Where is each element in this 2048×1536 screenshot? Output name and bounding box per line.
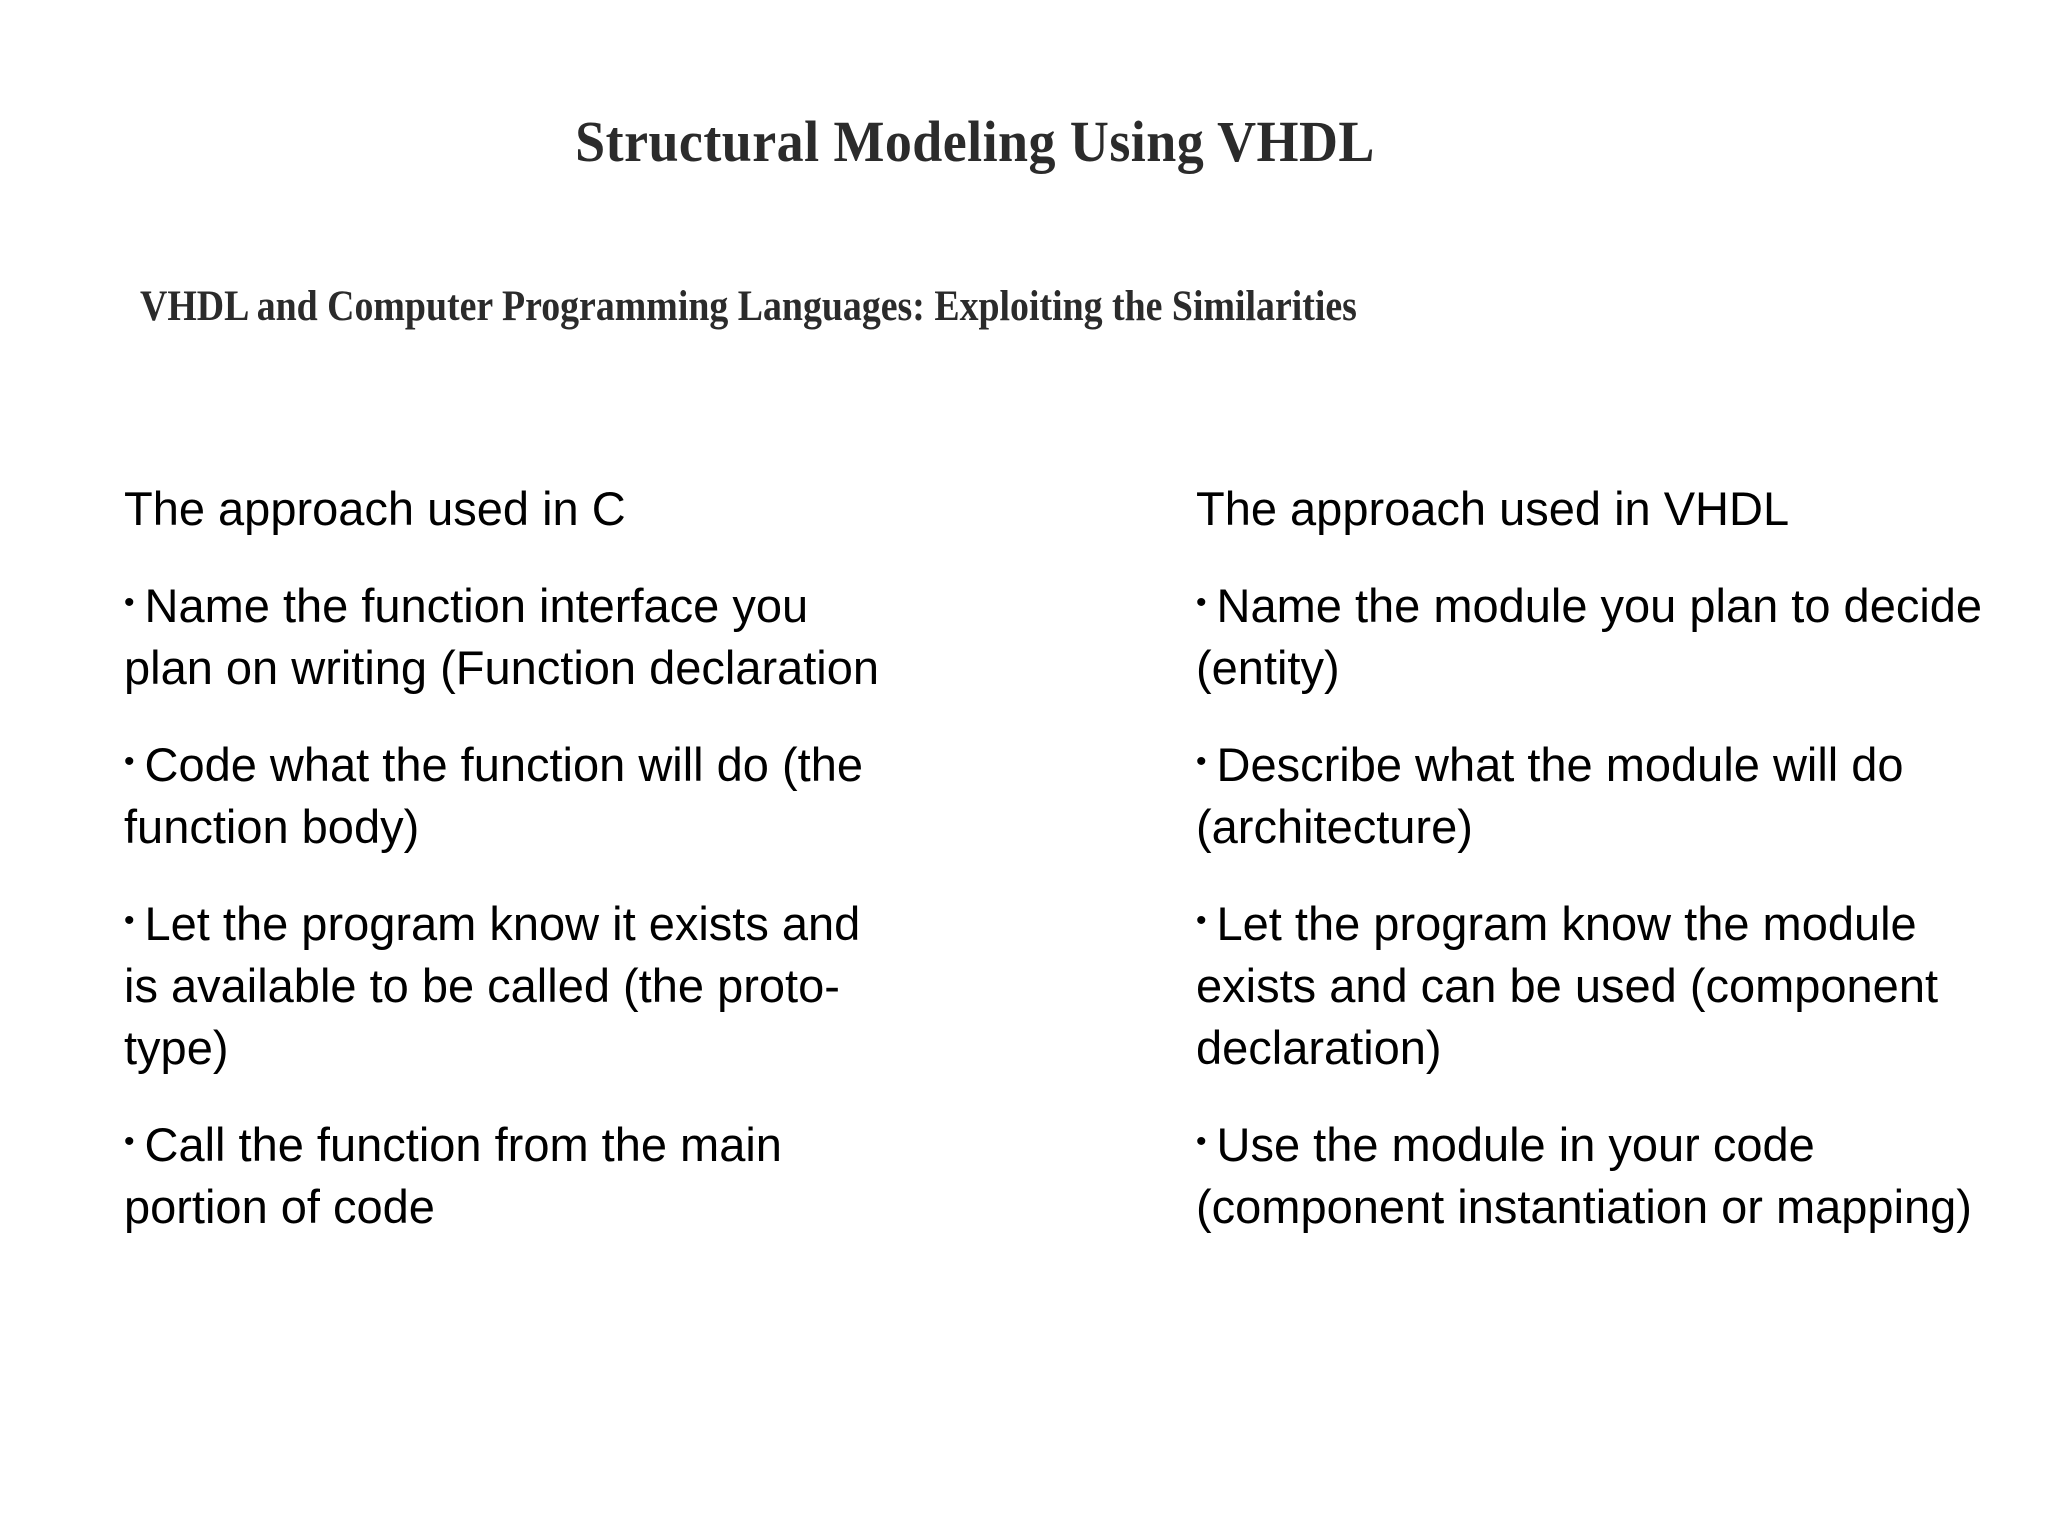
bullet-icon: • [1196, 904, 1207, 937]
bullet-icon: • [124, 586, 135, 619]
list-item-text: Describe what the module will do (architecture) [1196, 738, 1904, 853]
vhdl-approach-item-component-declaration [1196, 890, 1996, 1079]
c-approach-column [124, 478, 904, 1270]
list-item-text: Name the function interface you plan on writing (Function declaration [124, 579, 880, 694]
c-approach-item-function-declaration [124, 572, 904, 699]
c-approach-item-prototype [124, 890, 904, 1079]
vhdl-approach-column [1196, 478, 1996, 1270]
bullet-icon: • [124, 904, 135, 937]
c-approach-list [124, 572, 904, 1238]
list-item-text: Let the program know it exists and is available to be called (the proto-type) [124, 897, 861, 1074]
bullet-icon: • [124, 745, 135, 778]
c-approach-item-function-body [124, 731, 904, 858]
slide-subtitle: VHDL and Computer Programming Languages: Exploiting the Similarities [140, 283, 1357, 330]
slide-title: Structural Modeling Using VHDL [575, 109, 1375, 174]
vhdl-approach-heading: The approach used in VHDL [1196, 482, 1790, 535]
list-item-text: Let the program know the module exists and can be used (component declaration) [1196, 897, 1939, 1074]
list-item-text: Name the module you plan to decide (entity) [1196, 579, 1983, 694]
bullet-icon: • [1196, 586, 1207, 619]
c-approach-heading: The approach used in C [124, 482, 626, 535]
vhdl-approach-item-architecture [1196, 731, 1996, 858]
vhdl-approach-item-component-instantiation [1196, 1111, 1996, 1238]
c-approach-item-function-call [124, 1111, 904, 1238]
list-item-text: Use the module in your code (component instantiation or mapping) [1196, 1118, 1972, 1233]
list-item-text: Call the function from the main portion of code [124, 1118, 782, 1233]
bullet-icon: • [124, 1125, 135, 1158]
vhdl-approach-item-entity [1196, 572, 1996, 699]
bullet-icon: • [1196, 1125, 1207, 1158]
bullet-icon: • [1196, 745, 1207, 778]
list-item-text: Code what the function will do (the function body) [124, 738, 863, 853]
vhdl-approach-list [1196, 572, 1996, 1238]
